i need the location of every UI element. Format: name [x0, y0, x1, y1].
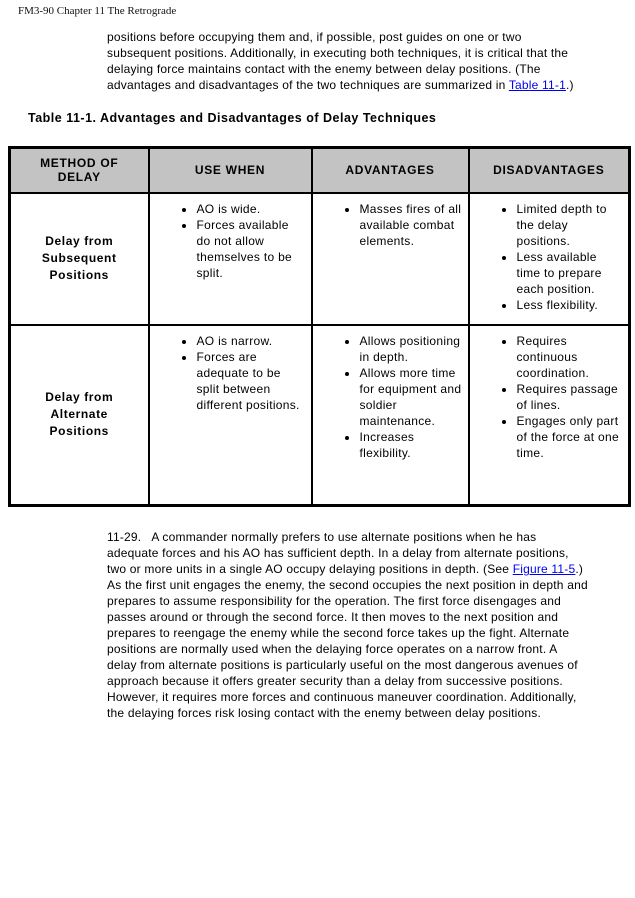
intro-text-end: .) — [565, 78, 574, 92]
bullet-item: • AO is narrow. — [196, 333, 305, 349]
bullet-item: • Increases flexibility. — [359, 429, 462, 461]
intro-text: positions before occupying them and, if possible, post guides on one or two subsequent positions. Additionally, in executing both techniques, it is critical that the delaying force maintains contact with the enemy between delay positions. (The advantages and disadvantages of the two techniques are summarized in — [107, 30, 569, 92]
running-header: FM3-90 Chapter 11 The Retrograde — [18, 5, 177, 17]
bullet-list — [150, 333, 311, 413]
method-cell — [10, 193, 149, 325]
col-header-advantages: ADVANTAGES — [312, 148, 469, 193]
col-header-disadvantages: DISADVANTAGES — [469, 148, 630, 193]
bullet-item: • Limited depth to the delay positions. — [516, 201, 623, 249]
method-cell — [10, 325, 149, 506]
bullet-item: • Engages only part of the force at one time. — [516, 413, 623, 461]
para-text: A commander normally prefers to use alternate positions when he has adequate forces and his AO has sufficient depth. In a delay from alternate positions, two or more units in a single AO occupy delaying positions in depth. (See — [107, 530, 569, 576]
bullet-item: • Masses fires of all available combat elements. — [359, 201, 462, 249]
delay-table — [8, 146, 631, 507]
method-label: Delay from Subsequent Positions — [41, 234, 117, 282]
bullet-list — [470, 201, 629, 313]
col-header-method-of-delay: METHOD OF DELAY — [10, 148, 149, 193]
bullet-item: • Allows more time for equipment and soldier maintenance. — [359, 365, 462, 429]
table-title: Table 11-1. Advantages and Disadvantages of Delay Techniques — [28, 111, 437, 125]
method-label: Delay from Alternate Positions — [45, 390, 114, 439]
table-row — [10, 325, 630, 506]
bullet-item: • AO is wide. — [196, 201, 305, 217]
use-when-cell — [149, 193, 312, 325]
bullet-list — [313, 333, 468, 461]
table-11-1-link[interactable]: Table 11-1 — [508, 78, 566, 92]
bullet-item: • Less available time to prepare each position. — [516, 249, 623, 297]
disadvantages-cell — [469, 193, 630, 325]
disadvantages-cell — [469, 325, 630, 506]
bullet-item: • Forces are adequate to be split between different positions. — [196, 349, 305, 413]
col-header-use-when: USE WHEN — [149, 148, 312, 193]
paragraph-number: 11-29. — [107, 530, 142, 544]
para-11-29 — [107, 529, 589, 721]
table-header-row — [10, 148, 630, 193]
delay-table-body — [10, 193, 630, 506]
bullet-list — [150, 201, 311, 281]
figure-11-5-link[interactable]: Figure 11-5 — [512, 562, 576, 576]
advantages-cell — [312, 193, 469, 325]
bullet-item: • Allows positioning in depth. — [359, 333, 462, 365]
advantages-cell — [312, 325, 469, 506]
intro-paragraph — [107, 29, 585, 93]
use-when-cell — [149, 325, 312, 506]
bullet-list — [470, 333, 629, 461]
table-row — [10, 193, 630, 325]
bullet-item: • Forces available do not allow themselves to be split. — [196, 217, 305, 281]
bullet-item: • Requires passage of lines. — [516, 381, 623, 413]
bullet-list — [313, 201, 468, 249]
para-text-end: .) As the first unit engages the enemy, the second occupies the next position in depth and prepares to assume responsibility for the operation. The first force disengages and passes around or through the second force. It then moves to the next position and prepares to reengage the enemy while the second force takes up the fight. Alternate positions are normally used when the delaying force operates on a narrow front. A delay from alternate positions is particularly useful on the most dangerous avenues of approach because it offers greater security than a delay from successive positions. However, it requires more forces and continuous maneuver coordination. Additionally, the delaying forces risk losing contact with the enemy between delay positions. — [107, 562, 588, 720]
bullet-item: • Less flexibility. — [516, 297, 623, 313]
bullet-item: • Requires continuous coordination. — [516, 333, 623, 381]
